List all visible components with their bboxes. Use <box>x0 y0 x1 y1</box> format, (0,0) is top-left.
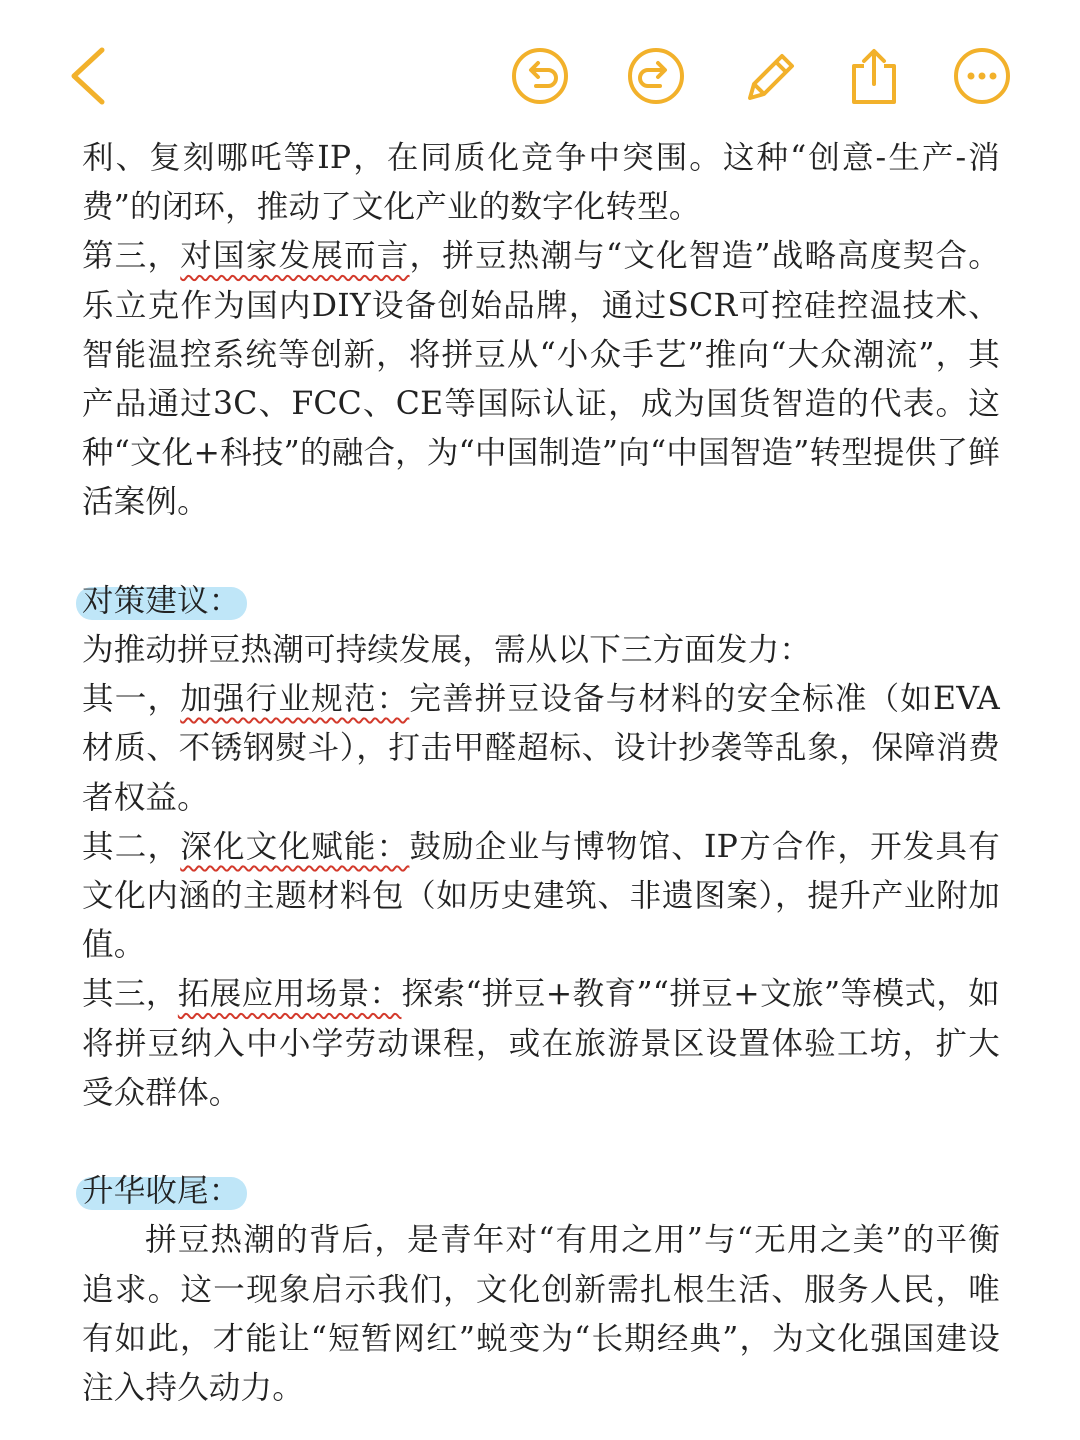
share-button[interactable] <box>842 44 906 108</box>
item-prefix: 其三， <box>82 976 178 1013</box>
list-item <box>82 675 1000 823</box>
section-heading-suggestions: 对策建议： <box>82 577 241 626</box>
list-item <box>82 970 1000 1118</box>
section-heading-conclusion: 升华收尾： <box>82 1167 241 1216</box>
back-button[interactable] <box>58 44 118 108</box>
more-icon <box>952 46 1012 106</box>
chevron-left-icon <box>66 44 110 108</box>
blank-line <box>82 1118 1000 1167</box>
redo-button[interactable] <box>624 44 688 108</box>
more-button[interactable] <box>950 44 1014 108</box>
wavy-underlined-text: 拓展应用场景： <box>177 976 402 1013</box>
paragraph: 为推动拼豆热潮可持续发展，需从以下三方面发力： <box>82 632 812 669</box>
share-icon <box>844 44 904 108</box>
item-text: 完善拼豆设备与材料的安全标准（如EVA材质、不锈钢熨斗），打击甲醛超标、设计抄袭等乱象，保障消费者权益。 <box>82 681 1000 816</box>
paragraph: 利、复刻哪吒等IP，在同质化竞争中突围。这种“创意-生产-消费”的闭环，推动了文化产业的数字化转型。 <box>82 140 1000 226</box>
paragraph-text: ，拼豆热潮与“文化智造”战略高度契合。乐立克作为国内DIY设备创始品牌，通过SCR可控硅控温技术、智能温控系统等创新，将拼豆从“小众手艺”推向“大众潮流”，其产品通过3C、FCC、CE等国际认证，成为国货智造的代表。这种“文化+科技”的融合，为“中国制造”向“中国智造”转型提供了鲜活案例。 <box>82 238 1001 521</box>
undo-icon <box>510 46 570 106</box>
paragraph-prefix: 第三， <box>82 238 181 275</box>
edit-button[interactable] <box>738 44 802 108</box>
item-text: 鼓励企业与博物馆、IP方合作，开发具有文化内涵的主题材料包（如历史建筑、非遗图案），提升产业附加值。 <box>82 828 1000 964</box>
item-prefix: 其一， <box>82 681 181 718</box>
undo-button[interactable] <box>508 44 572 108</box>
list-item <box>82 823 1000 971</box>
document-body[interactable] <box>82 134 1000 1413</box>
paragraph <box>82 232 1000 527</box>
paragraph: 拼豆热潮的背后，是青年对“有用之用”与“无用之美”的平衡追求。这一现象启示我们，文化创新需扎根生活、服务人民，唯有如此，才能让“短暂网红”蜕变为“长期经典”，为文化强国建设注入持久动力。 <box>82 1222 1000 1407</box>
wavy-underlined-text: 加强行业规范： <box>180 681 410 718</box>
section-heading-row <box>82 577 1000 626</box>
blank-line <box>82 528 1000 577</box>
redo-icon <box>626 46 686 106</box>
section-heading-row <box>82 1167 1000 1216</box>
toolbar <box>0 0 1080 140</box>
pencil-icon <box>740 46 800 106</box>
wavy-underlined-text: 深化文化赋能： <box>180 828 410 865</box>
wavy-underlined-text: 对国家发展而言 <box>180 238 410 275</box>
item-prefix: 其二， <box>82 828 181 865</box>
item-text: 探索“拼豆+教育”“拼豆+文旅”等模式，如将拼豆纳入中小学劳动课程，或在旅游景区设置体验工坊，扩大受众群体。 <box>82 976 1000 1111</box>
